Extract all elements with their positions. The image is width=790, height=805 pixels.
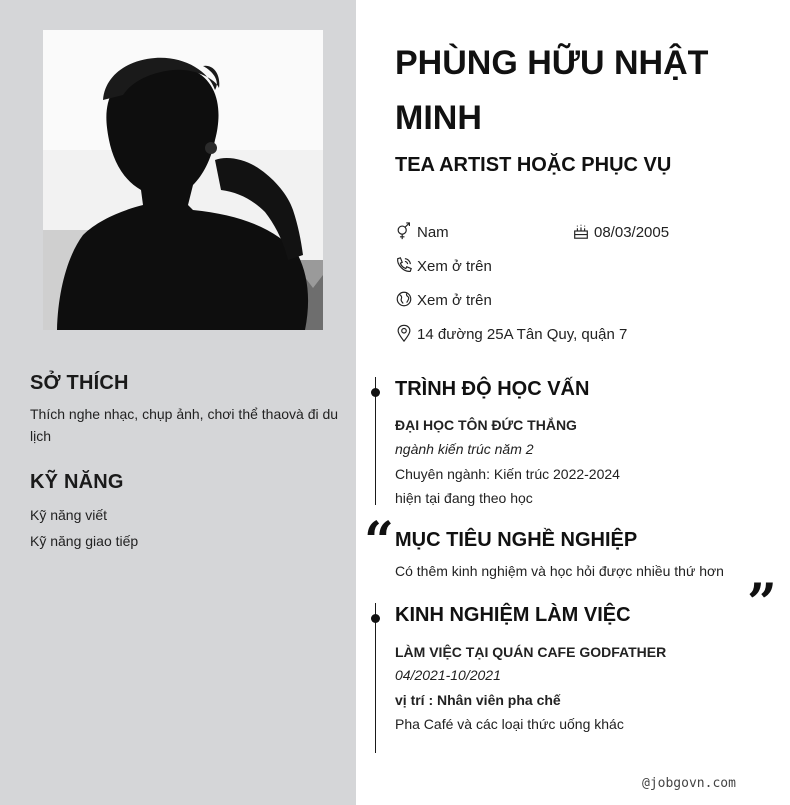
phone-value: Xem ở trên [417, 257, 492, 275]
gender-value: Nam [417, 223, 449, 241]
candidate-role: TEA ARTIST HOẶC PHỤC VỤ [395, 154, 672, 176]
address-row [395, 324, 627, 344]
phone-icon [395, 256, 415, 276]
education-title: TRÌNH ĐỘ HỌC VẤN [395, 378, 590, 400]
profile-photo [43, 30, 323, 330]
hobbies-text: Thích nghe nhạc, chụp ảnh, chơi thể thaovà đi du lịch [30, 406, 339, 444]
phone-row [395, 256, 492, 276]
birthdate-value: 08/03/2005 [594, 223, 670, 241]
experience-description: Pha Café và các loại thức uống khác [395, 716, 624, 732]
education-program: ngành kiến trúc năm 2 [395, 441, 534, 457]
experience-timeline-line [375, 603, 376, 753]
skill-item: Kỹ năng viết [30, 507, 108, 523]
skills-list [30, 502, 340, 554]
objective-title: MỤC TIÊU NGHỀ NGHIỆP [395, 529, 638, 551]
address-value: 14 đường 25A Tân Quy, quận 7 [417, 325, 628, 343]
skills-title: KỸ NĂNG [30, 471, 124, 493]
experience-position: vị trí : Nhân viên pha chế [395, 692, 561, 708]
skills-section [30, 471, 340, 554]
sidebar [0, 0, 356, 805]
open-quote-icon: “ [364, 511, 394, 572]
gender-row [395, 222, 449, 242]
cake-icon [572, 222, 592, 242]
website-value: Xem ở trên [417, 291, 492, 309]
birthdate-row [572, 222, 669, 242]
education-timeline-dot [371, 388, 380, 397]
watermark: @jobgovn.com [642, 776, 736, 791]
education-school: ĐẠI HỌC TÔN ĐỨC THẮNG [395, 417, 577, 433]
experience-timeline-dot [371, 614, 380, 623]
education-status: hiện tại đang theo học [395, 490, 533, 506]
experience-period: 04/2021-10/2021 [395, 667, 501, 683]
globe-icon [395, 290, 415, 310]
close-quote-icon: ” [747, 573, 777, 634]
website-row [395, 290, 492, 310]
skill-item: Kỹ năng giao tiếp [30, 533, 139, 549]
candidate-name: PHÙNG HỮU NHẬT MINH [395, 44, 709, 137]
experience-title: KINH NGHIỆM LÀM VIỆC [395, 604, 631, 626]
main-content [356, 0, 790, 805]
experience-company: LÀM VIỆC TẠI QUÁN CAFE GODFATHER [395, 644, 667, 660]
education-major: Chuyên ngành: Kiến trúc 2022-2024 [395, 466, 620, 482]
gender-icon [395, 222, 415, 242]
location-pin-icon [395, 324, 415, 344]
hobbies-section [30, 372, 340, 447]
hobbies-title: SỞ THÍCH [30, 372, 129, 394]
objective-text: Có thêm kinh nghiệm và học hỏi được nhiều thứ hơn [395, 563, 724, 579]
